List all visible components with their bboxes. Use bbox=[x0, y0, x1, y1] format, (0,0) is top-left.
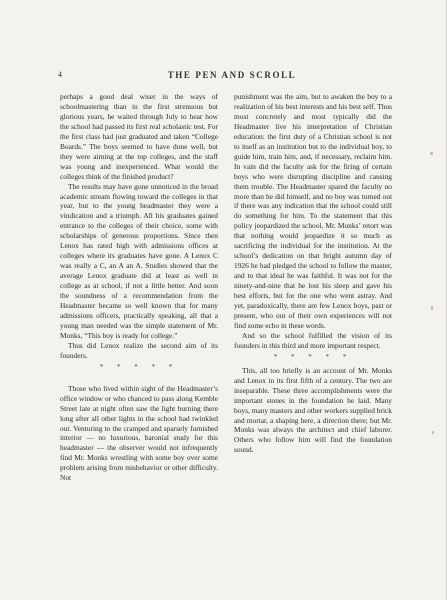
page-number: 4 bbox=[58, 70, 62, 79]
paragraph: Thus did Lenox realize the second aim of its founders. bbox=[60, 340, 218, 360]
running-title: THE PEN AND SCROLL bbox=[167, 70, 297, 80]
page-header bbox=[58, 70, 406, 84]
right-column bbox=[234, 92, 392, 455]
paragraph: punishment was the aim, but to awaken the boy to a realization of his best interests and his best self. Thus most concretely and most typically did the Headmaster live his interpretation of Christian education: the first duty of a Christian school is not to itself as an institution but to the individual boy, to guide him, train him, and, if necessary, reclaim him. In vain did the faculty ask for the firing of certain boys who were disrupting discipline and causing them trouble. The Headmaster spared the faculty no more than he did himself, and no boy was turned out if there was any indication that the school could still do something for him. To the statement that this policy jeopardized the school, Mr. Monks’ retort was that nothing would jeopardize it so much as sacrificing the individual for the institution. At the school’s dedication on that bright autumn day of 1926 he had pledged the school to follow the master, and to that ideal he was faithful. It was not for the ninety-and-nine that he lost his sleep and gave his best efforts, but for the one who went astray. And yet, paradoxically, there are few Lenox boys, past or present, who out of their own experiences will not find some echo in these words. bbox=[234, 92, 392, 330]
paragraph: And so the school fulfilled the vision of its founders in this third and more important respect. bbox=[234, 330, 392, 350]
left-column bbox=[60, 92, 218, 483]
ink-speck bbox=[431, 306, 433, 310]
paragraph: The results may have gone unnoticed in the broad academic stream flowing toward the colleges in that year, but to the young headmaster they were a vindication and a triumph. All his graduates gained entrance to the colleges of their choice, some with scholarships of generous proportions. Since then Lenox has rated high with admissions offices at colleges where its graduates have gone. A Lenox C was really a C, an A an A. Studies showed that the average Lenox graduate did at least as well in college as at school, if not a little better. And soon the soundness of a recommendation from the Headmaster became so well known that for many admissions officers, practically speaking, all that a young man needed was the simple statement of Mr. Monks, “This boy is ready for college.” bbox=[60, 181, 218, 340]
spacer bbox=[60, 376, 218, 384]
ink-speck bbox=[430, 152, 433, 155]
section-separator: * * * * * bbox=[99, 362, 179, 371]
paragraph: This, all too briefly is an account of Mr. Monks and Lenox in its first fifth of a century. The two are inseparable. These three accomplishments were the important stones in the foundation he laid. Many boys, many masters and other workers supplied brick and mortar, a shaping here, a direction there; but Mr. Monks was always the architect and chief laborer. Others who follow him will find the foundation sound. bbox=[234, 365, 392, 455]
section-separator: * * * * * bbox=[273, 352, 353, 361]
paragraph: perhaps a good deal wiser in the ways of schoolmastering than in the first strenuous but glorious years, he waited through July to hear how the school had passed its first real scholastic test. For the first class had just graduated and taken “College Boards.” The boys seemed to have done well, but they were aiming at the top colleges, and the staff was young and inexperienced. What would the colleges think of the finished product? bbox=[60, 92, 218, 181]
ink-speck bbox=[432, 431, 434, 434]
paragraph: Those who lived within sight of the Headmaster’s office window or who chanced to pass along Kemble Street late at night often saw the light burning there long after all other lights in the school had twinkled out. Venturing to the cramped and sparsely furnished interior — no luxurious, baronial study for this headmaster — the observer would not infrequently find Mr. Monks wrestling with some boy over some problem arising from misbehavior or other difficulty. Not bbox=[60, 383, 218, 483]
